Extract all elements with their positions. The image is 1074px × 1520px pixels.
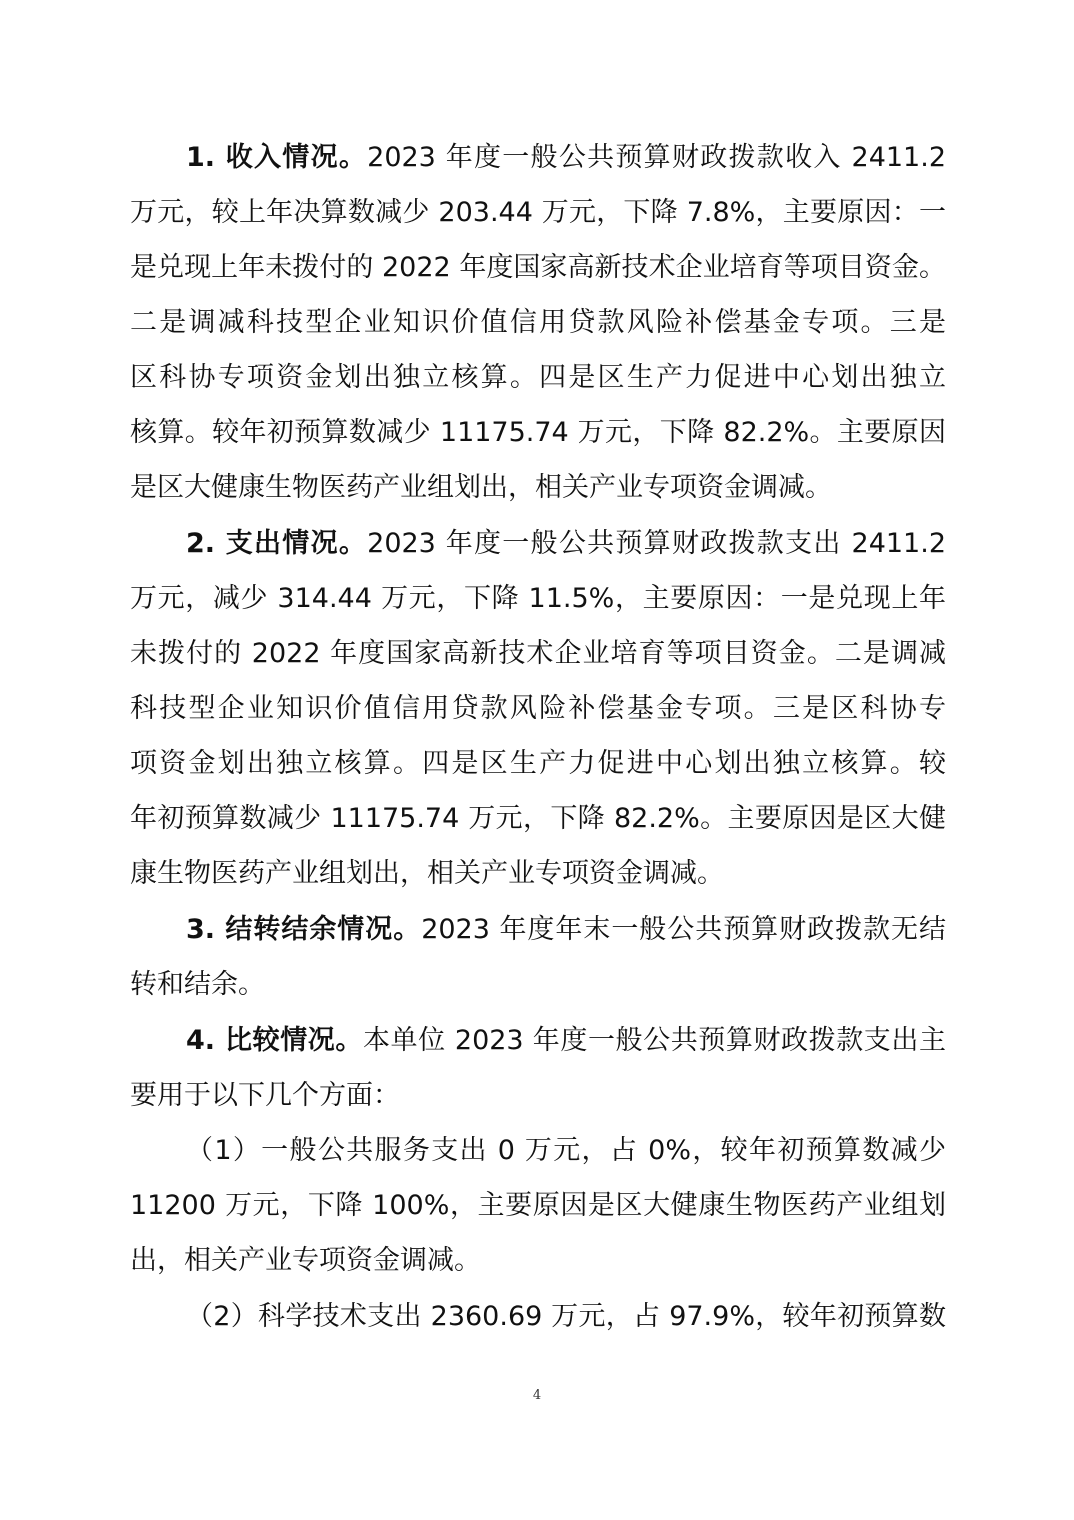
- item-1-line-3: 出，相关产业专项资金调减。: [130, 1245, 481, 1276]
- section-1-line-6: 核算。较年初预算数减少 11175.74 万元，下降 82.2%。主要原因: [130, 417, 946, 448]
- section-1-line-2: 万元，较上年决算数减少 203.44 万元，下降 7.8%，主要原因：一: [130, 197, 946, 228]
- section-2-line-3: 未拨付的 2022 年度国家高新技术企业培育等项目资金。二是调减: [130, 638, 946, 669]
- section-2-line-7: 康生物医药产业组划出，相关产业专项资金调减。: [130, 858, 724, 889]
- section-3-heading: 3. 结转结余情况。: [186, 914, 422, 945]
- section-1-line-1: [186, 138, 946, 178]
- section-2-line-6: 年初预算数减少 11175.74 万元，下降 82.2%。主要原因是区大健: [130, 803, 946, 834]
- section-3-line-2: 转和结余。: [130, 969, 265, 1000]
- section-1-line-7: 是区大健康生物医药产业组划出，相关产业专项资金调减。: [130, 472, 832, 503]
- section-1-line-4: 二是调减科技型企业知识价值信用贷款风险补偿基金专项。三是: [130, 307, 946, 338]
- section-3-line-1: [186, 910, 946, 950]
- page-number: 4: [532, 1388, 542, 1403]
- section-1-text: 2023 年度一般公共预算财政拨款收入 2411.2: [367, 142, 946, 173]
- section-2-line-4: 科技型企业知识价值信用贷款风险补偿基金专项。三是区科协专: [130, 693, 946, 724]
- section-3-text: 2023 年度年末一般公共预算财政拨款无结: [421, 914, 946, 945]
- section-4-heading: 4. 比较情况。: [186, 1025, 363, 1056]
- section-4-line-1: [186, 1021, 946, 1061]
- section-2-line-2: 万元，减少 314.44 万元，下降 11.5%，主要原因：一是兑现上年: [130, 583, 946, 614]
- section-1-line-5: 区科协专项资金划出独立核算。四是区生产力促进中心划出独立: [130, 362, 946, 393]
- item-1-line-2: 11200 万元，下降 100%，主要原因是区大健康生物医药产业组划: [130, 1190, 946, 1221]
- item-1-line-1: （1）一般公共服务支出 0 万元，占 0%，较年初预算数减少: [186, 1135, 946, 1166]
- section-4-line-2: 要用于以下几个方面：: [130, 1080, 400, 1111]
- section-4-text: 本单位 2023 年度一般公共预算财政拨款支出主: [362, 1025, 946, 1056]
- section-1-heading: 1. 收入情况。: [186, 142, 368, 173]
- item-2-line-1: （2）科学技术支出 2360.69 万元，占 97.9%，较年初预算数: [186, 1301, 946, 1332]
- section-2-text: 2023 年度一般公共预算财政拨款支出 2411.2: [367, 528, 946, 559]
- section-2-heading: 2. 支出情况。: [186, 528, 368, 559]
- section-2-line-1: [186, 524, 946, 564]
- section-1-line-3: 是兑现上年未拨付的 2022 年度国家高新技术企业培育等项目资金。: [130, 252, 946, 283]
- section-2-line-5: 项资金划出独立核算。四是区生产力促进中心划出独立核算。较: [130, 748, 946, 779]
